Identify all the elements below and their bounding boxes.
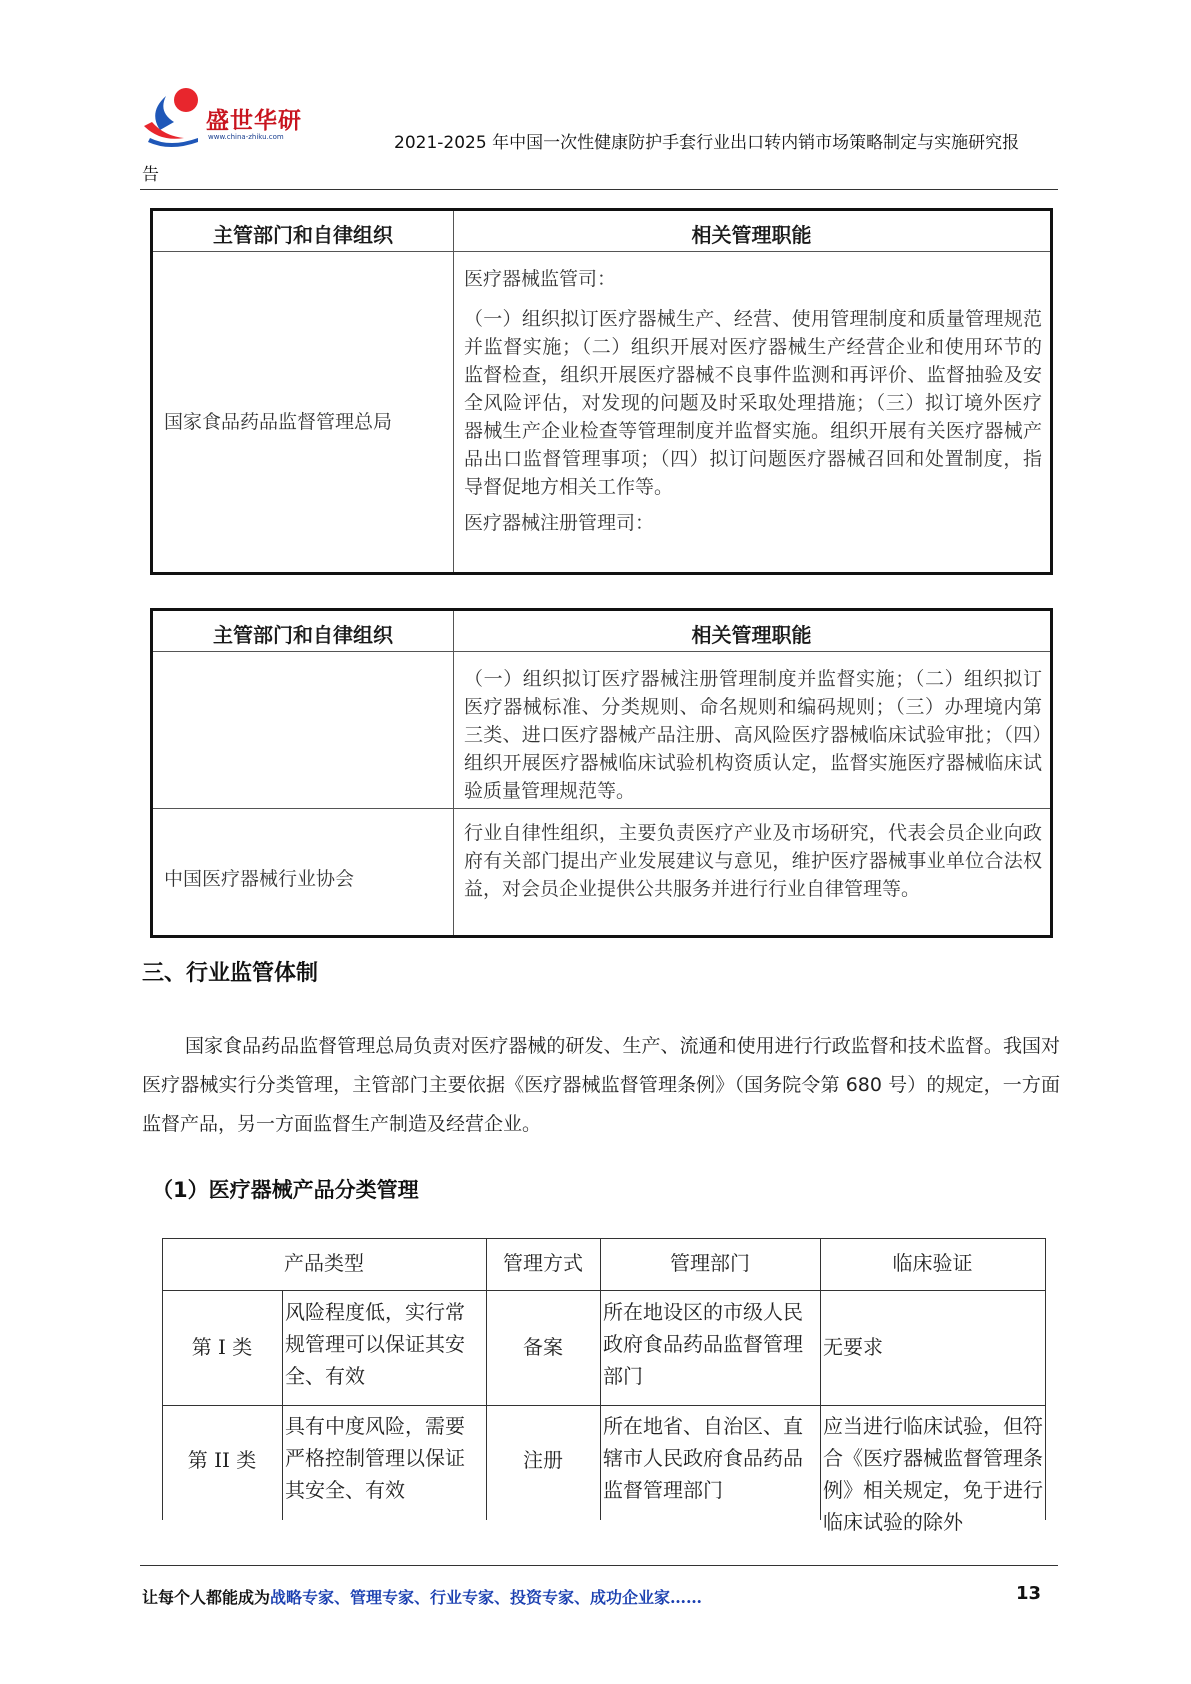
footer-slogan-highlight: 战略专家、管理专家、行业专家、投资专家、成功企业家…… [270, 1588, 703, 1607]
footer-slogan [142, 1585, 702, 1608]
clinical-requirement: 无要求 [823, 1335, 883, 1359]
logo-url: www.china-zhiku.com [208, 133, 284, 141]
sub-heading: （1）医疗器械产品分类管理 [152, 1178, 419, 1202]
class-description: 风险程度低，实行常规管理可以保证其安全、有效 [285, 1300, 465, 1388]
management-department: 所在地设区的市级人民政府食品药品监督管理部门 [603, 1300, 803, 1388]
clinical-requirement: 应当进行临床试验，但符合《医疗器械监督管理条例》相关规定，免于进行临床试验的除外 [823, 1414, 1043, 1534]
association-duties: 行业自律性组织，主要负责医疗产业及市场研究，代表会员企业向政府有关部门提出产业发展建议与意见，维护医疗器械事业单位合法权益，对会员企业提供公共服务并进行行业自律管理等。 [464, 822, 1042, 900]
col-header-method: 管理方式 [503, 1251, 583, 1275]
col-header-authority: 主管部门和自律组织 [213, 623, 393, 647]
logo-name: 盛世华研 [206, 108, 302, 134]
section-heading: 三、行业监管体制 [142, 961, 319, 986]
column-divider [453, 211, 454, 572]
management-method: 备案 [523, 1335, 563, 1359]
regulator-table-1 [150, 208, 1053, 575]
col-header-authority: 主管部门和自律组织 [213, 223, 393, 247]
management-department: 所在地省、自治区、直辖市人民政府食品药品监督管理部门 [603, 1414, 803, 1502]
col-header-clinical: 临床验证 [892, 1251, 973, 1275]
col-header-department: 管理部门 [670, 1251, 750, 1275]
header-divider [140, 189, 1058, 190]
class-description: 具有中度风险，需要严格控制管理以保证其安全、有效 [285, 1414, 465, 1502]
management-method: 注册 [523, 1448, 563, 1472]
association-name: 中国医疗器械行业协会 [164, 868, 355, 890]
report-title: 2021-2025 年中国一次性健康防护手套行业出口转内销市场策略制定与实施研究报 [394, 133, 1020, 153]
registration-duties: （一）组织拟订医疗器械注册管理制度并监督实施；（二）组织拟订医疗器械标准、分类规则、命名规则和编码规则；（三）办理境内第三类、进口医疗器械产品注册、高风险医疗器械临床试验审批；（四）组织开展医疗器械临床试验机构资质认定，监督实施医疗器械临床试验质量管理规范等。 [464, 668, 1042, 802]
department-title: 医疗器械注册管理司： [464, 512, 655, 534]
footer-divider [140, 1565, 1058, 1566]
column-divider [453, 611, 454, 935]
col-header-functions: 相关管理职能 [691, 623, 812, 647]
class-label: 第 I 类 [191, 1335, 253, 1359]
regulator-table-2 [150, 608, 1053, 938]
authority-functions [464, 265, 1042, 537]
col-header-functions: 相关管理职能 [691, 223, 812, 247]
report-title-continuation: 告 [142, 165, 159, 185]
page-number: 13 [1016, 1583, 1042, 1604]
col-header-product-type: 产品类型 [284, 1251, 364, 1275]
department-duties: （一）组织拟订医疗器械生产、经营、使用管理制度和质量管理规范并监督实施；（二）组织开展对医疗器械生产经营企业和使用环节的监督检查，组织开展医疗器械不良事件监测和再评价、监督抽验及安全风险评估，对发现的问题及时采取处理措施；（三）拟订境外医疗器械生产企业检查等管理制度并监督实施。组织开展有关医疗器械产品出口监督管理事项；（四）拟订问题医疗器械召回和处置制度，指导督促地方相关工作等。 [464, 308, 1042, 498]
row-divider [153, 808, 1050, 809]
class-label: 第 II 类 [187, 1448, 257, 1472]
authority-name: 国家食品药品监督管理总局 [164, 411, 393, 433]
body-paragraph: 国家食品药品监督管理总局负责对医疗器械的研发、生产、流通和使用进行行政监督和技术监督。我国对医疗器械实行分类管理，主管部门主要依据《医疗器械监督管理条例》（国务院令第 680 号）的规定，一方面监督产品，另一方面监督生产制造及经营企业。 [142, 1035, 1060, 1135]
department-title: 医疗器械监管司： [464, 268, 617, 290]
header-divider [153, 251, 1050, 252]
header-divider [153, 651, 1050, 652]
classification-table [162, 1238, 1046, 1534]
footer-slogan-prefix: 让每个人都能成为 [142, 1588, 271, 1607]
